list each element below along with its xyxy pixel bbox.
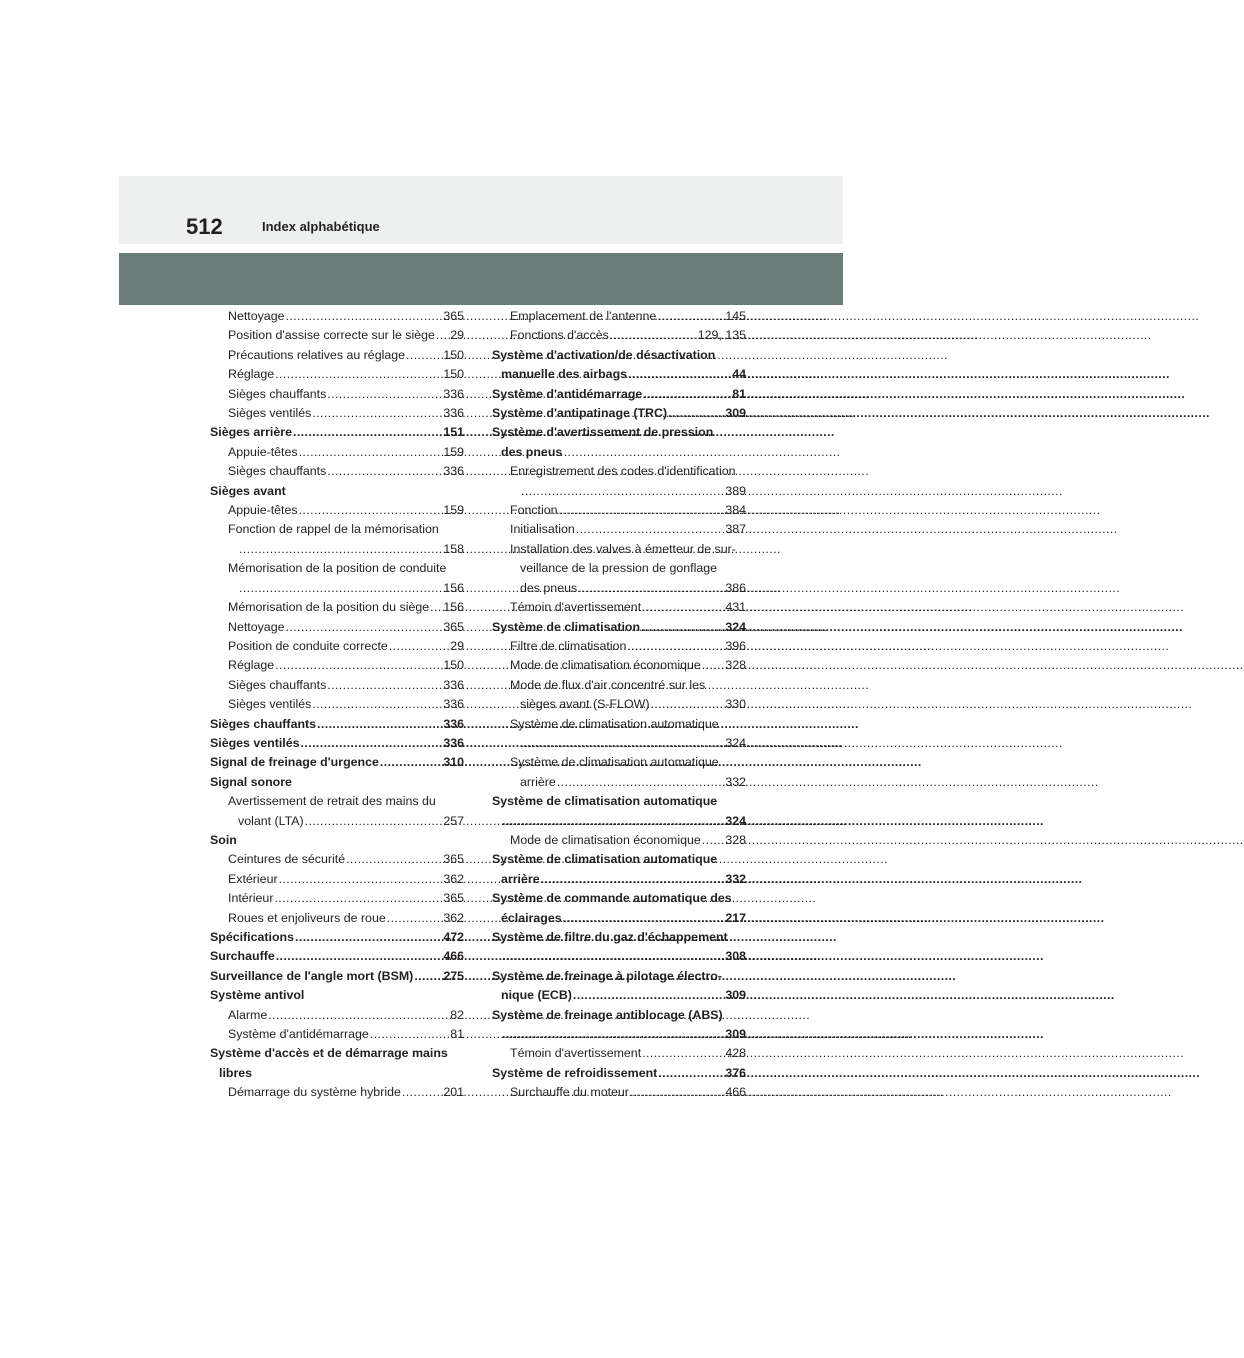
index-entry: [210, 676, 464, 695]
dot-leader: [402, 1083, 442, 1102]
index-term: nique (ECB): [501, 988, 572, 1003]
index-heading: Mémorisation de la position de conduite: [228, 561, 447, 576]
page-reference: 332: [725, 774, 746, 789]
index-entry: [492, 598, 746, 617]
index-column-right: [492, 307, 746, 1103]
page-reference: 309: [725, 988, 746, 1003]
page-reference: 201: [443, 1085, 464, 1100]
page-reference: 150: [443, 658, 464, 673]
page-reference: 365: [443, 852, 464, 867]
index-term: Spécifications: [210, 930, 295, 944]
index-entry: [492, 695, 746, 714]
index-entry: [492, 482, 746, 501]
index-entry: [210, 656, 464, 675]
page-reference: 29: [450, 328, 464, 343]
dot-leader: [299, 501, 443, 520]
index-entry: [210, 870, 464, 889]
index-entry: [492, 656, 746, 675]
dot-leader: [668, 404, 724, 423]
index-entry: [492, 579, 746, 598]
index-entry: [492, 909, 746, 928]
dot-leader: [702, 831, 725, 850]
index-term: Surchauffe du moteur: [510, 1085, 629, 1100]
section-tab-bar: [119, 253, 843, 305]
index-entry: [492, 365, 746, 384]
dot-leader: [239, 540, 442, 559]
index-term: sièges avant (S-FLOW): [520, 697, 650, 712]
dot-leader: [657, 307, 724, 326]
index-entry: [492, 1044, 746, 1063]
index-entry: [210, 695, 464, 714]
index-entry: [210, 909, 464, 928]
index-heading: des pneus: [501, 444, 563, 459]
index-term: Position d'assise correcte sur le siège: [228, 328, 435, 343]
page-reference: 257: [443, 813, 464, 828]
dot-leader: [642, 1044, 724, 1063]
index-entry: [210, 753, 464, 772]
dot-leader: [346, 850, 442, 869]
dot-leader: [275, 656, 442, 675]
index-entry: [492, 986, 746, 1005]
index-term: Ceintures de sécurité: [228, 852, 346, 867]
page-reference: 158: [443, 541, 464, 556]
dot-leader: [312, 695, 442, 714]
dot-leader: [387, 909, 443, 928]
dot-leader: [430, 598, 442, 617]
index-entry: [492, 1025, 746, 1044]
dot-leader: [285, 618, 442, 637]
index-entry: [210, 618, 464, 637]
index-term: arrière: [520, 774, 556, 789]
index-heading: Système de climatisation automatique: [492, 794, 718, 809]
index-term: Démarrage du système hybride: [228, 1085, 401, 1100]
dot-leader: [317, 715, 442, 734]
page-reference: 324: [725, 619, 746, 634]
dot-leader: [414, 967, 442, 986]
index-term: Sièges arrière: [210, 425, 292, 440]
page-reference: 156: [443, 580, 464, 595]
page-reference: 365: [443, 309, 464, 323]
page-reference: 150: [443, 367, 464, 382]
index-entry: [210, 326, 464, 345]
index-term: Nettoyage: [228, 309, 285, 323]
index-term: Témoin d'avertissement: [510, 600, 642, 615]
page-reference: 362: [443, 871, 464, 886]
page-reference: 362: [443, 910, 464, 925]
header-band: [119, 176, 843, 244]
page-reference: 332: [725, 871, 746, 886]
index-heading: Enregistrement des codes d'identification: [510, 464, 736, 479]
index-term: Précautions relatives au réglage: [228, 347, 406, 362]
index-entry: [492, 307, 746, 326]
page-reference: 217: [725, 910, 746, 925]
index-term: Appuie-têtes: [228, 503, 298, 518]
index-heading: Système de climatisation automatique: [510, 716, 719, 731]
dot-leader: [389, 637, 449, 656]
index-entry: [492, 870, 746, 889]
index-entry: [210, 346, 464, 365]
index-term: Réglage: [228, 367, 275, 382]
index-entry: [210, 462, 464, 481]
index-entry: [210, 1083, 464, 1102]
index-heading: Système de freinage à pilotage électro-: [492, 968, 722, 983]
page-reference: 309: [725, 406, 746, 421]
dot-leader: [557, 773, 725, 792]
index-entry: [492, 773, 746, 792]
index-term: Fonction: [510, 503, 558, 518]
dot-leader: [279, 870, 443, 889]
dot-leader: [295, 928, 442, 947]
index-entry: [492, 734, 746, 753]
dot-leader: [642, 598, 724, 617]
index-heading: Système d'avertissement de pression: [492, 425, 714, 440]
dot-leader: [327, 676, 442, 695]
index-heading: Système de filtre du gaz d'échappement: [492, 930, 728, 944]
page-reference: 336: [443, 735, 464, 750]
dot-leader: [274, 889, 442, 908]
index-heading: libres: [219, 1065, 253, 1080]
page-reference: 156: [443, 600, 464, 615]
dot-leader: [502, 812, 724, 831]
index-entry: [492, 831, 746, 850]
dot-leader: [370, 1025, 449, 1044]
index-entry: [210, 365, 464, 384]
index-heading: Avertissement de retrait des mains du: [228, 794, 436, 809]
index-term: Alarme: [228, 1007, 268, 1022]
index-entry: [210, 1025, 464, 1044]
index-entry: [210, 734, 464, 753]
section-title: Index alphabétique: [262, 219, 380, 234]
index-term: Surveillance de l'angle mort (BSM): [210, 968, 414, 983]
index-entry: [210, 501, 464, 520]
index-term: Sièges chauffants: [228, 464, 327, 479]
dot-leader: [285, 307, 442, 326]
index-term: arrière: [501, 871, 540, 886]
index-term: Surchauffe: [210, 949, 275, 964]
index-term: Système d'antidémarrage: [492, 386, 643, 401]
index-term: Sièges ventilés: [228, 406, 312, 421]
index-entry: [210, 928, 464, 947]
index-heading: veillance de la pression de gonflage: [520, 561, 718, 576]
dot-leader: [658, 1064, 724, 1083]
page-reference: 428: [725, 1046, 746, 1061]
index-term: Position de conduite correcte: [228, 638, 388, 653]
index-entry: [492, 812, 746, 831]
page-reference: 82: [450, 1007, 464, 1022]
page-reference: 466: [443, 949, 464, 964]
page-reference: 151: [443, 425, 464, 440]
dot-leader: [610, 326, 697, 345]
dot-leader: [641, 618, 724, 637]
dot-leader: [301, 734, 443, 753]
index-term: Roues et enjoliveurs de roue: [228, 910, 386, 925]
page-reference: 336: [443, 464, 464, 479]
dot-leader: [299, 443, 443, 462]
dot-leader: [327, 462, 442, 481]
index-column-left: [210, 307, 464, 1103]
page-reference: 431: [725, 600, 746, 615]
index-entry: [210, 715, 464, 734]
page-reference: 328: [725, 658, 746, 673]
dot-leader: [627, 637, 724, 656]
index-entry: [210, 889, 464, 908]
page-reference: 336: [443, 677, 464, 692]
dot-leader: [650, 695, 724, 714]
index-heading: Signal sonore: [210, 774, 292, 789]
index-entry: [492, 618, 746, 637]
page-reference: 159: [443, 444, 464, 459]
index-entry: [210, 947, 464, 966]
index-term: Sièges ventilés: [228, 697, 312, 712]
dot-leader: [293, 423, 442, 442]
index-term: Mode de climatisation économique: [510, 832, 701, 847]
dot-leader: [559, 501, 725, 520]
dot-leader: [312, 404, 442, 423]
page-reference: 324: [725, 813, 746, 828]
index-entry: [210, 579, 464, 598]
page-number: 512: [186, 214, 223, 239]
index-term: Sièges chauffants: [210, 716, 317, 731]
index-term: Sièges ventilés: [210, 735, 300, 750]
index-entry: [210, 598, 464, 617]
index-heading: Système de freinage antiblocage (ABS): [492, 1007, 723, 1022]
page-reference: 376: [725, 1065, 746, 1080]
index-entry: [492, 1064, 746, 1083]
index-term: Signal de freinage d'urgence: [210, 755, 379, 770]
dot-leader: [239, 579, 442, 598]
index-term: des pneus: [520, 580, 578, 595]
page-reference: 365: [443, 891, 464, 906]
page-reference: 336: [443, 697, 464, 712]
index-heading: Mode de flux d'air concentré sur les: [510, 677, 706, 692]
index-entry: [492, 520, 746, 539]
page-reference: 324: [725, 735, 746, 750]
index-heading: Système de commande automatique des: [492, 891, 732, 906]
page-reference: 466: [725, 1085, 746, 1100]
dot-leader: [630, 1083, 724, 1102]
index-entry: [210, 443, 464, 462]
index-entry: [210, 967, 464, 986]
index-term: Mode de climatisation économique: [510, 658, 701, 673]
index-entry: [492, 385, 746, 404]
index-heading: Système antivol: [210, 988, 305, 1003]
dot-leader: [380, 753, 442, 772]
index-heading: Système de climatisation automatique: [510, 755, 719, 770]
page-reference: 386: [725, 580, 746, 595]
index-entry: [492, 637, 746, 656]
index-entry: [210, 423, 464, 442]
index-term: Extérieur: [228, 871, 278, 886]
dot-leader: [305, 812, 443, 831]
index-term: Témoin d'avertissement: [510, 1046, 642, 1061]
page-reference: 336: [443, 386, 464, 401]
dot-leader: [628, 365, 731, 384]
page-reference: 310: [443, 755, 464, 770]
page-reference: 336: [443, 716, 464, 731]
page-reference: 275: [443, 968, 464, 983]
index-term: Mémorisation de la position du siège: [228, 600, 430, 615]
dot-leader: [275, 365, 442, 384]
index-term: Système d'antipatinage (TRC): [492, 406, 668, 421]
page-reference: 396: [725, 638, 746, 653]
index-entry: [210, 404, 464, 423]
dot-leader: [436, 326, 449, 345]
page-reference: 384: [725, 503, 746, 518]
dot-leader: [541, 870, 725, 889]
index-term: Fonctions d'accès: [510, 328, 609, 343]
index-term: Réglage: [228, 658, 275, 673]
index-entry: [210, 307, 464, 326]
index-entry: [210, 1006, 464, 1025]
index-heading: Installation des valves à émetteur de sur-: [510, 541, 736, 556]
dot-leader: [276, 947, 443, 966]
dot-leader: [643, 385, 731, 404]
index-term: Filtre de climatisation: [510, 638, 627, 653]
index-entry: [210, 385, 464, 404]
index-term: Système d'antidémarrage: [228, 1027, 369, 1042]
dot-leader: [521, 482, 724, 501]
index-term: Intérieur: [228, 891, 274, 906]
page-reference: 365: [443, 619, 464, 634]
page-reference: 387: [725, 522, 746, 537]
page-reference: 81: [732, 386, 746, 401]
index-heading: Soin: [210, 832, 237, 847]
page-reference: 129, 135: [697, 328, 746, 343]
index-heading: Système de climatisation automatique: [492, 852, 718, 867]
dot-leader: [578, 579, 724, 598]
page-reference: 150: [443, 347, 464, 362]
index-term: Système de climatisation: [492, 619, 641, 634]
dot-leader: [576, 520, 725, 539]
page-reference: 159: [443, 503, 464, 518]
dot-leader: [521, 734, 724, 753]
page-reference: 145: [725, 309, 746, 323]
index-term: Système de refroidissement: [492, 1065, 658, 1080]
index-heading: Fonction de rappel de la mémorisation: [228, 522, 439, 537]
dot-leader: [702, 656, 725, 675]
index-entry: [492, 947, 746, 966]
index-entry: [492, 404, 746, 423]
page-reference: 81: [450, 1027, 464, 1042]
index-term: Sièges chauffants: [228, 677, 327, 692]
index-entry: [210, 637, 464, 656]
index-term: éclairages: [501, 910, 562, 925]
page-reference: 389: [725, 483, 746, 498]
index-heading: Système d'activation/de désactivation: [492, 347, 716, 362]
dot-leader: [502, 1025, 724, 1044]
index-entry: [492, 326, 746, 345]
page-reference: 328: [725, 832, 746, 847]
page-reference: 308: [725, 949, 746, 964]
index-term: Emplacement de l'antenne: [510, 309, 657, 323]
index-term: volant (LTA): [238, 813, 304, 828]
index-term: Initialisation: [510, 522, 575, 537]
page-reference: 44: [732, 367, 746, 382]
dot-leader: [327, 385, 442, 404]
index-entry: [210, 850, 464, 869]
index-entry: [210, 540, 464, 559]
index-term: Nettoyage: [228, 619, 285, 634]
page-reference: 330: [725, 697, 746, 712]
index-term: manuelle des airbags: [501, 367, 628, 382]
index-entry: [492, 501, 746, 520]
index-term: Appuie-têtes: [228, 444, 298, 459]
index-heading: Sièges avant: [210, 483, 286, 498]
page-reference: 309: [725, 1027, 746, 1042]
index-term: Sièges chauffants: [228, 386, 327, 401]
page-reference: 29: [450, 638, 464, 653]
index-entry: [210, 812, 464, 831]
index-heading: Système d'accès et de démarrage mains: [210, 1046, 448, 1061]
dot-leader: [502, 947, 724, 966]
dot-leader: [268, 1006, 449, 1025]
page-reference: 472: [443, 930, 464, 944]
dot-leader: [563, 909, 725, 928]
dot-leader: [406, 346, 442, 365]
page-reference: 336: [443, 406, 464, 421]
index-entry: [492, 1083, 746, 1102]
dot-leader: [573, 986, 724, 1005]
